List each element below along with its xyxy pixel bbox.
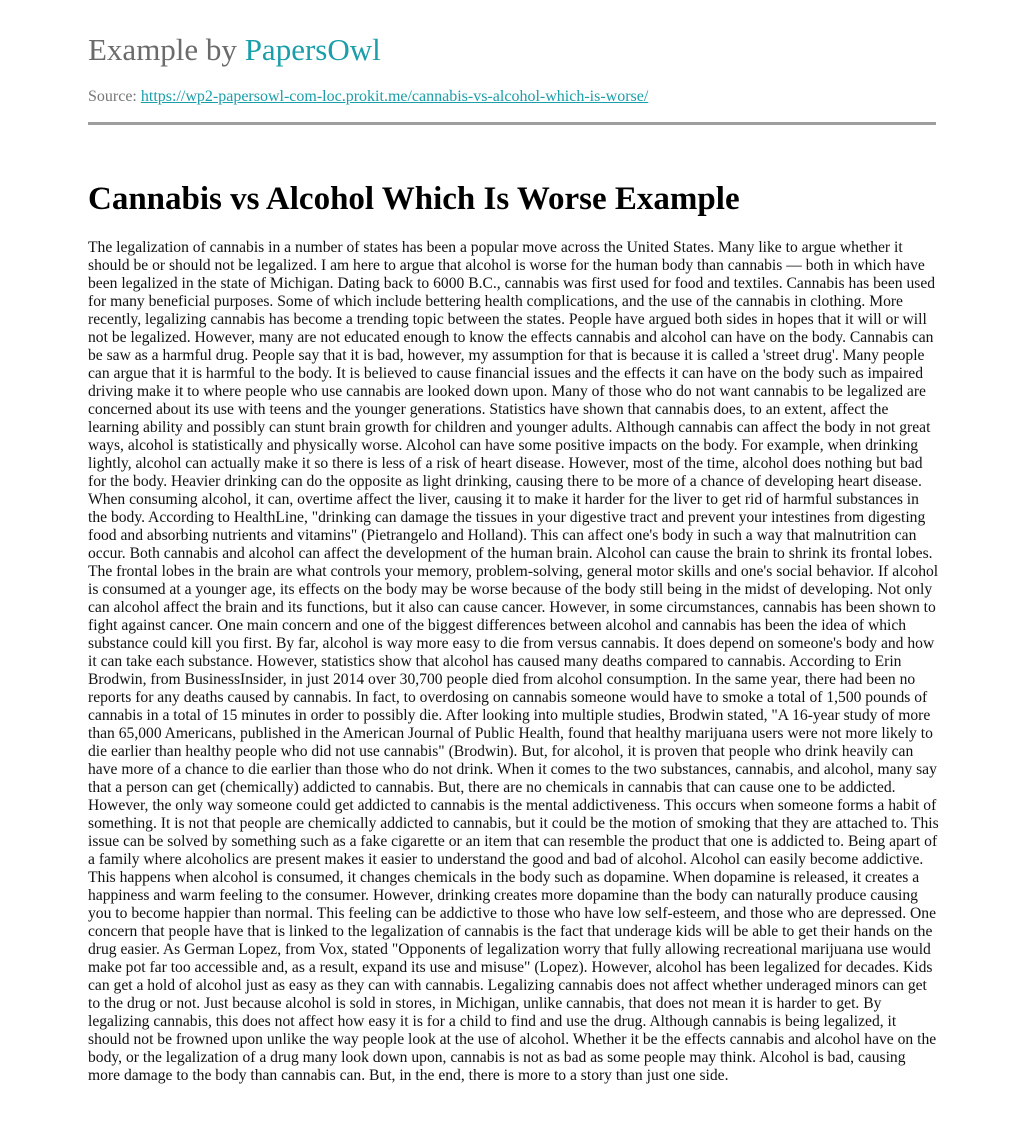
article-body: The legalization of cannabis in a number of states has been a popular move across the United States. Many like to argue whether it should be or should not be legalized. I am here to argue that alcohol is worse for the human body than cannabis — both in which have been legalized in the state of Michigan. Dating back to 6000 B.C., cannabis was first used for food and textiles. Cannabis has been used for many beneficial purposes. Some of which include bettering health complications, and the use of the cannabis in clothing. More recently, legalizing cannabis has become a trending topic between the states. People have argued both sides in hopes that it will or will not be legalized. However, many are not educated enough to know the effects cannabis and alcohol can have on the body. Cannabis can be saw as a harmful drug. People say that it is bad, however, my assumption for that is because it is called a 'street drug'. Many people can argue that it is harmful to the body. It is believed to cause financial issues and the effects it can have on the body such as impaired driving make it to where people who use cannabis are looked down upon. Many of those who do not want cannabis to be legalized are concerned about its use with teens and the younger generations. Statistics have shown that cannabis does, to an extent, affect the learning ability and possibly can stunt brain growth for children and younger adults. Although cannabis can affect the body in not great ways, alcohol is statistically and physically worse. Alcohol can have some positive impacts on the body. For example, when drinking lightly, alcohol can actually make it so there is less of a risk of heart disease. However, most of the time, alcohol does nothing but bad for the body. Heavier drinking can do the opposite as light drinking, causing there to be more of a chance of developing heart disease. When consuming alcohol, it can, overtime affect the liver, causing it to make it harder for the liver to get rid of harmful substances in the body. According to HealthLine, "drinking can damage the tissues in your digestive tract and prevent your intestines from digesting food and absorbing nutrients and vitamins" (Pietrangelo and Holland). This can affect one's body in such a way that malnutrition can occur. Both cannabis and alcohol can affect the development of the human brain. Alcohol can cause the brain to shrink its frontal lobes. The frontal lobes in the brain are what controls your memory, problem-solving, general motor skills and one's social behavior. If alcohol is consumed at a younger age, its effects on the body may be worse because of the body still being in the midst of developing. Not only can alcohol affect the brain and its functions, but it also can cause cancer. However, in some circumstances, cannabis has been shown to fight against cancer. One main concern and one of the biggest differences between alcohol and cannabis has been the idea of which substance could kill you first. By far, alcohol is way more easy to die from versus cannabis. It does depend on someone's body and how it can take each substance. However, statistics show that alcohol has caused many deaths compared to cannabis. According to Erin Brodwin, from BusinessInsider, in just 2014 over 30,700 people died from alcohol consumption. In the same year, there had been no reports for any deaths caused by cannabis. In fact, to overdosing on cannabis someone would have to smoke a total of 1,500 pounds of cannabis in a total of 15 minutes in order to possibly die. After looking into multiple studies, Brodwin stated, "A 16-year study of more than 65,000 Americans, published in the American Journal of Public Health, found that healthy marijuana users were not more likely to die earlier than healthy people who did not use cannabis" (Brodwin). But, for alcohol, it is proven that people who drink heavily can have more of a chance to die earlier than those who do not drink. When it comes to the two substances, cannabis, and alcohol, many say that a person can get (chemically) addicted to cannabis. But, there are no chemicals in cannabis that can cause one to be addicted. However, the only way someone could get addicted to cannabis is the mental addictiveness. This occurs when someone forms a habit of something. It is not that people are chemically addicted to cannabis, but it could be the motion of smoking that they are attached to. This issue can be solved by something such as a fake cigarette or an item that can resemble the product that one is addicted to. Being apart of a family where alcoholics are present makes it easier to understand the good and bad of alcohol. Alcohol can easily become addictive. This happens when alcohol is consumed, it changes chemicals in the body such as dopamine. When dopamine is released, it creates a happiness and warm feeling to the consumer. However, drinking creates more dopamine than the body can naturally produce causing you to become happier than normal. This feeling can be addictive to those who have low self-esteem, and those who are depressed. One concern that people have that is linked to the legalization of cannabis is the fact that underage kids will be able to get their hands on the drug easier. As German Lopez, from Vox, stated "Opponents of legalization worry that fully allowing recreational marijuana use would make pot far too accessible and, as a result, expand its use and misuse" (Lopez). However, alcohol has been legalized for decades. Kids can get a hold of alcohol just as easy as they can with cannabis. Legalizing cannabis does not affect whether underaged minors can get to the drug or not. Just because alcohol is sold in stores, in Michigan, unlike cannabis, that does not mean it is harder to get. By legalizing cannabis, this does not affect how easy it is for a child to find and use the drug. Although cannabis is being legalized, it should not be frowned upon unlike the way people look at the use of alcohol. Whether it be the effects cannabis and alcohol have on the body, or the legalization of a drug many look down upon, cannabis is not as bad as some people may think. Alcohol is bad, causing more damage to the body than cannabis can. But, in the end, there is more to a story than just one side. <box>88 239 939 1084</box>
source-link[interactable]: https://wp2-papersowl-com-loc.prokit.me/cannabis-vs-alcohol-which-is-worse/ <box>140 88 649 105</box>
brand-name-link[interactable]: PapersOwl <box>244 32 381 67</box>
header-divider <box>88 122 936 125</box>
source-line <box>88 86 936 108</box>
brand-prefix: Example by <box>88 32 245 67</box>
article-title: Cannabis vs Alcohol Which Is Worse Example <box>88 181 740 217</box>
source-label: Source: <box>88 88 141 105</box>
page-header <box>88 30 936 108</box>
brand-line <box>88 30 936 70</box>
